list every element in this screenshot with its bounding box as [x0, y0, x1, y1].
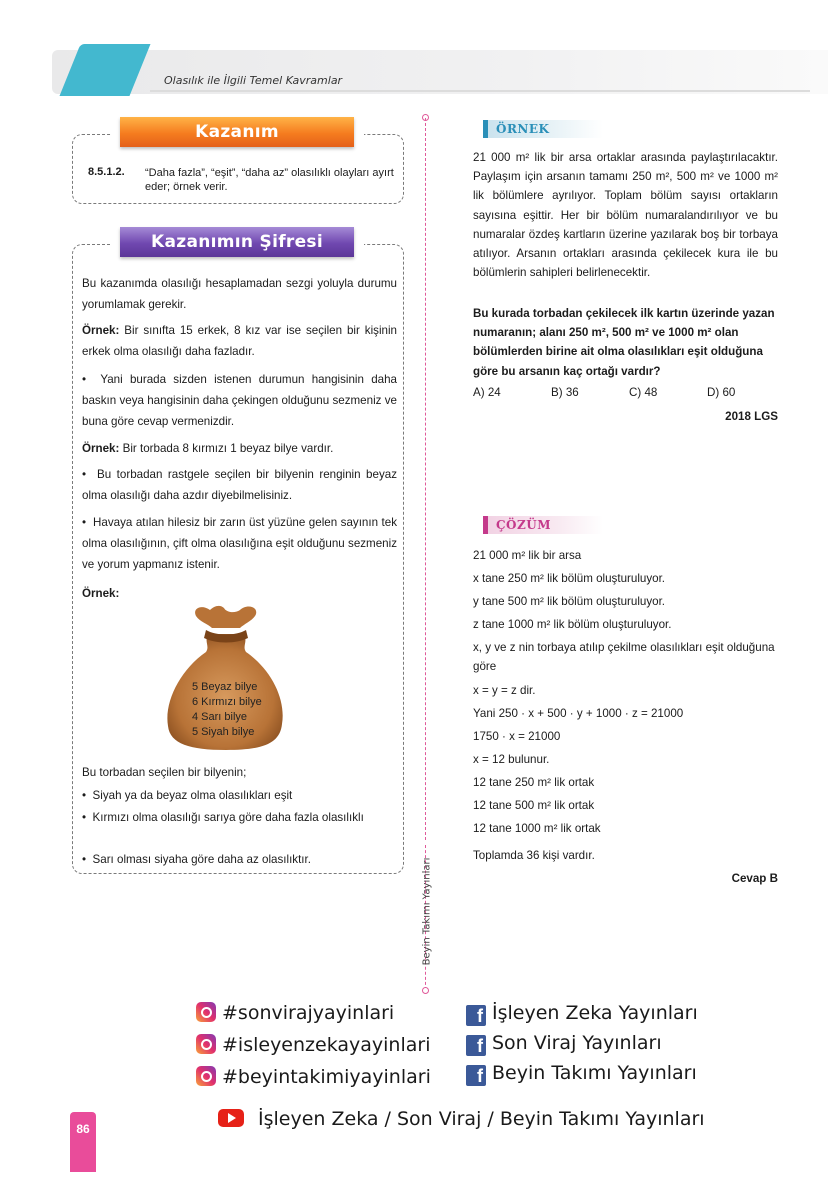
bag-item: 6 Kırmızı bilye: [192, 696, 262, 708]
sifre-example-1: [82, 320, 397, 362]
facebook-icon: f: [466, 1005, 486, 1026]
solution-line: 12 tane 500 m² lik ortak: [473, 799, 595, 812]
sifre-bullet-3: [82, 512, 397, 575]
answer-text: Cevap B: [731, 872, 778, 885]
youtube-icon: [218, 1109, 244, 1127]
facebook-icon: f: [466, 1065, 486, 1086]
sifre-example-2: [82, 438, 397, 459]
solution-line: 1750 · x = 21000: [473, 730, 561, 743]
bullet-icon: •: [82, 853, 93, 866]
example-label: Örnek:: [82, 324, 120, 337]
after-bag-text: Bu torbadan seçilen bir bilyenin;: [82, 766, 247, 779]
sifre-conclusion-1: [82, 785, 397, 806]
facebook-page-text: Son Viraj Yayınları: [492, 1032, 662, 1054]
sifre-bullet-2: [82, 464, 397, 506]
bag-item: 5 Beyaz bilye: [192, 681, 258, 693]
instagram-icon: [196, 1002, 216, 1022]
instagram-icon: [196, 1034, 216, 1054]
bullet-text: Siyah ya da beyaz olma olasılıkları eşit: [92, 789, 293, 802]
sifre-banner: Kazanımın Şifresi: [120, 227, 354, 257]
facebook-page-text: İşleyen Zeka Yayınları: [492, 1002, 698, 1024]
instagram-icon: [196, 1066, 216, 1086]
kazanim-banner: Kazanım: [120, 117, 354, 147]
ornek-tag: ÖRNEK: [483, 120, 603, 138]
facebook-page[interactable]: [466, 1032, 662, 1056]
example-text: Bir sınıfta 15 erkek, 8 kız var ise seçilen bir kişinin erkek olma olasılığı daha fazladır.: [82, 324, 397, 358]
sifre-paragraph: Bu kazanımda olasılığı hesaplamadan sezgi yoluyla durumu yorumlamak gerekir.: [82, 277, 397, 311]
divider-dot: [422, 987, 429, 994]
bullet-icon: •: [82, 373, 101, 386]
example-text: Bir torbada 8 kırmızı 1 beyaz bilye vardır.: [119, 442, 334, 455]
option-a: A) 24: [473, 386, 501, 399]
bag-item: 4 Sarı bilye: [192, 711, 248, 723]
option-b: B) 36: [551, 386, 579, 399]
solution-line: Yani 250 · x + 500 · y + 1000 · z = 21000: [473, 707, 684, 720]
solution-line: 12 tane 1000 m² lik ortak: [473, 822, 601, 835]
solution-line: 12 tane 250 m² lik ortak: [473, 776, 595, 789]
bullet-icon: •: [82, 516, 94, 529]
sifre-conclusion-2: [82, 808, 397, 827]
bullet-text: Sarı olması siyaha göre daha az olasılıktır.: [92, 853, 311, 866]
facebook-page-text: Beyin Takımı Yayınları: [492, 1062, 697, 1084]
instagram-handle-text: #beyintakimiyayinlari: [222, 1066, 431, 1088]
example-label: Örnek:: [82, 442, 120, 455]
facebook-page[interactable]: [466, 1002, 698, 1026]
solution-line: x = y = z dir.: [473, 684, 536, 697]
option-c: C) 48: [629, 386, 658, 399]
youtube-channel-text: İşleyen Zeka / Son Viraj / Beyin Takımı Yayınları: [258, 1108, 705, 1130]
solution-line: Toplamda 36 kişi vardır.: [473, 849, 595, 862]
problem-question: Bu kurada torbadan çekilecek ilk kartın üzerinde yazan numaranın; alanı 250 m², 500 m² ve 1000 m² olan bölümlerden birine ait olma olasılıkları eşit olduğuna göre bu arsanın kaç ortağı vardır?: [473, 307, 775, 378]
bullet-icon: •: [82, 468, 98, 481]
instagram-handle-text: #sonvirajyayinlari: [222, 1002, 395, 1024]
solution-line: z tane 1000 m² lik bölüm oluşturuluyor.: [473, 618, 672, 631]
bag-item: 5 Siyah bilye: [192, 726, 255, 738]
solution-line: 21 000 m² lik bir arsa: [473, 549, 582, 562]
youtube-channel[interactable]: [218, 1108, 705, 1130]
bullet-text: Kırmızı olma olasılığı sarıya göre daha fazla olasılıklı: [92, 811, 364, 824]
divider-publisher-text: Beyin Takımı Yayınları: [421, 857, 433, 966]
kazanim-code: 8.5.1.2.: [88, 166, 125, 178]
instagram-handle-text: #isleyenzekayayinlari: [222, 1034, 431, 1056]
facebook-icon: f: [466, 1035, 486, 1056]
problem-body: 21 000 m² lik bir arsa ortaklar arasında paylaştırılacaktır. Paylaşım için arsanın tamamı 250 m², 500 m² ve 1000 m² lik bölümlere ayrılıyor. Toplam bölüm sayısı ortakların sayısına eşittir. Her bir bölüm numaralandırılıyor ve bu numaralar özdeş kartların üzerine yazılarak boş bir torbaya atılıyor. Arsanın ortakları arasında çekilecek kura ile bu bölümlerin sahipleri belirlenecektir.: [473, 151, 778, 280]
bullet-icon: •: [82, 811, 93, 824]
bullet-icon: •: [82, 789, 93, 802]
page-header-title: Olasılık ile İlgili Temel Kavramlar: [164, 74, 343, 87]
instagram-handle[interactable]: [196, 1066, 431, 1088]
page-number: 86: [70, 1112, 96, 1172]
solution-line: y tane 500 m² lik bölüm oluşturuluyor.: [473, 595, 666, 608]
sifre-conclusion-3: [82, 849, 397, 870]
problem-source: 2018 LGS: [725, 410, 778, 423]
option-d: D) 60: [707, 386, 736, 399]
sifre-example-3-label: Örnek:: [82, 587, 120, 600]
header-band: [52, 50, 828, 94]
solution-line: x, y ve z nin torbaya atılıp çekilme olasılıkları eşit olduğuna göre: [473, 641, 775, 673]
solution-line: x tane 250 m² lik bölüm oluşturuluyor.: [473, 572, 666, 585]
bullet-text: Bu torbadan rastgele seçilen bir bilyenin renginin beyaz olma olasılığı daha azdır diyebilmelisiniz.: [82, 468, 397, 502]
solution-line: x = 12 bulunur.: [473, 753, 550, 766]
sifre-bullet-1: [82, 369, 397, 432]
header-rule: [150, 90, 810, 92]
instagram-handle[interactable]: [196, 1034, 430, 1056]
instagram-handle[interactable]: [196, 1002, 394, 1024]
bullet-text: Havaya atılan hilesiz bir zarın üst yüzüne gelen sayının tek olma olasılığının, çift olma olasılığına eşit olduğunu sezmeniz ve yorum yapmanız istenir.: [82, 516, 397, 571]
kazanim-text: “Daha fazla”, “eşit”, “daha az” olasılıklı olayları ayırt eder; örnek verir.: [145, 167, 394, 193]
bullet-text: Yani burada sizden istenen durumun hangisinin daha baskın veya hangisinin daha çekingen olduğunu sezmeniz ve buna göre cevap vermenizdir.: [82, 373, 397, 428]
facebook-page[interactable]: [466, 1062, 697, 1086]
cozum-tag: ÇÖZÜM: [483, 516, 603, 534]
column-divider: [425, 118, 426, 840]
